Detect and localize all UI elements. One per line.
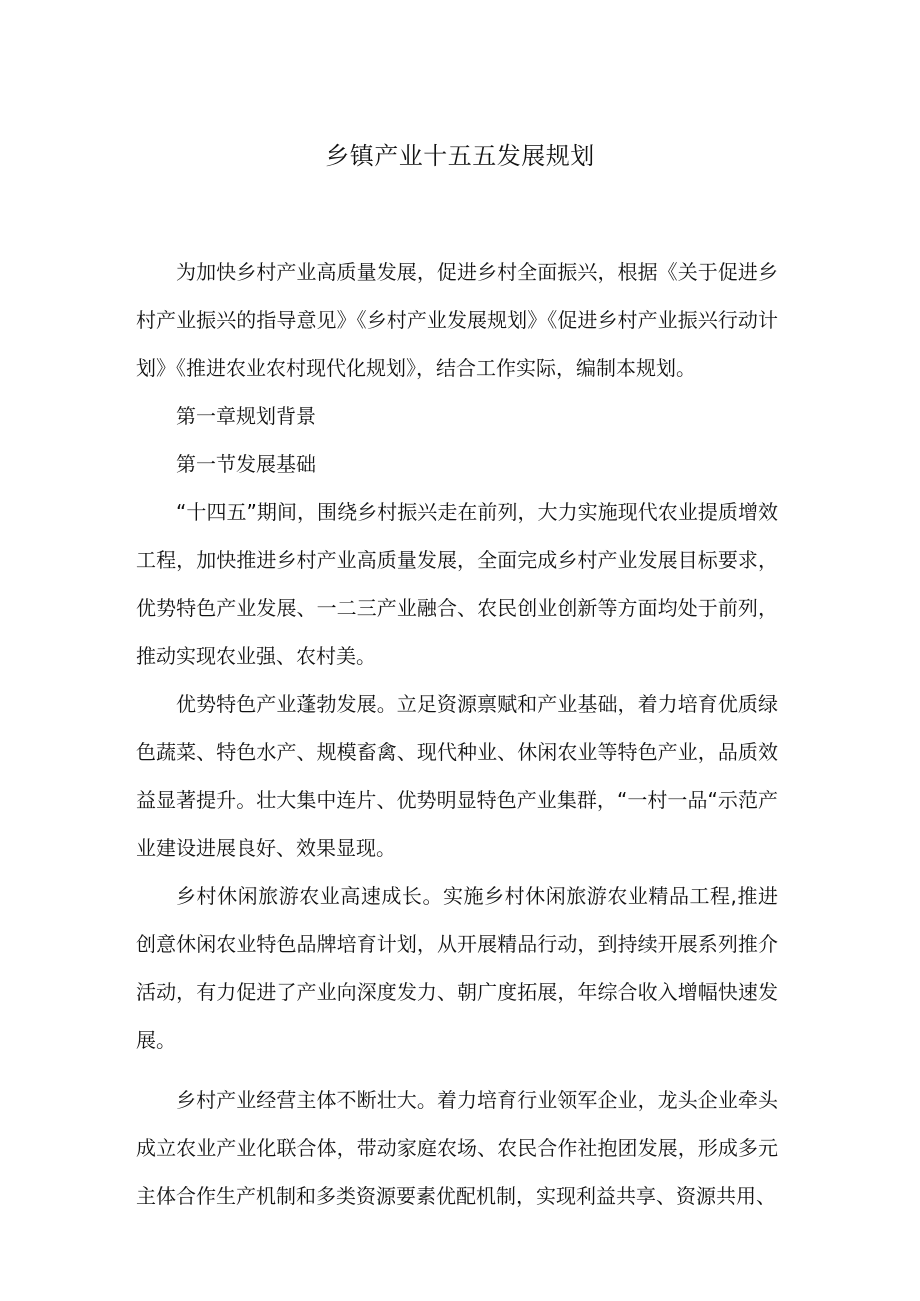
intro-paragraph: 为加快乡村产业高质量发展，促进乡村全面振兴，根据《关于促进乡村产业振兴的指导意见》《乡村产业发展规划》《促进乡村产业振兴行动计划》《推进农业农村现代化规划》，结合工作实际，编制本规划。 — [136, 260, 778, 380]
body-paragraph: 优势特色产业蓬勃发展。立足资源禀赋和产业基础，着力培育优质绿色蔬菜、特色水产、规模畜禽、现代种业、休闲农业等特色产业，品质效益显著提升。壮大集中连片、优势明显特色产业集群，“一村一品“示范产业建设进展良好、效果显现。 — [136, 692, 778, 860]
chapter-heading: 第一章规划背景 — [176, 404, 316, 428]
body-paragraph: “十四五”期间，围绕乡村振兴走在前列，大力实施现代农业提质增效工程，加快推进乡村产业高质量发展，全面完成乡村产业发展目标要求，优势特色产业发展、一二三产业融合、农民创业创新等方面均处于前列，推动实现农业强、农村美。 — [136, 500, 778, 668]
body-paragraph: 乡村休闲旅游农业高速成长。实施乡村休闲旅游农业精品工程,推进创意休闲农业特色品牌培育计划，从开展精品行动，到持续开展系列推介活动，有力促进了产业向深度发力、朝广度拓展，年综合收入增幅快速发展。 — [136, 884, 778, 1052]
paragraph-gap — [136, 1064, 778, 1076]
document-body — [136, 248, 778, 1220]
document-title: 乡镇产业十五五发展规划 — [325, 142, 595, 170]
section-heading: 第一节发展基础 — [176, 452, 316, 476]
body-paragraph: 乡村产业经营主体不断壮大。着力培育行业领军企业，龙头企业牵头成立农业产业化联合体，带动家庭农场、农民合作社抱团发展，形成多元主体合作生产机制和多类资源要素优配机制，实现利益共享、资源共用、 — [136, 1088, 778, 1208]
